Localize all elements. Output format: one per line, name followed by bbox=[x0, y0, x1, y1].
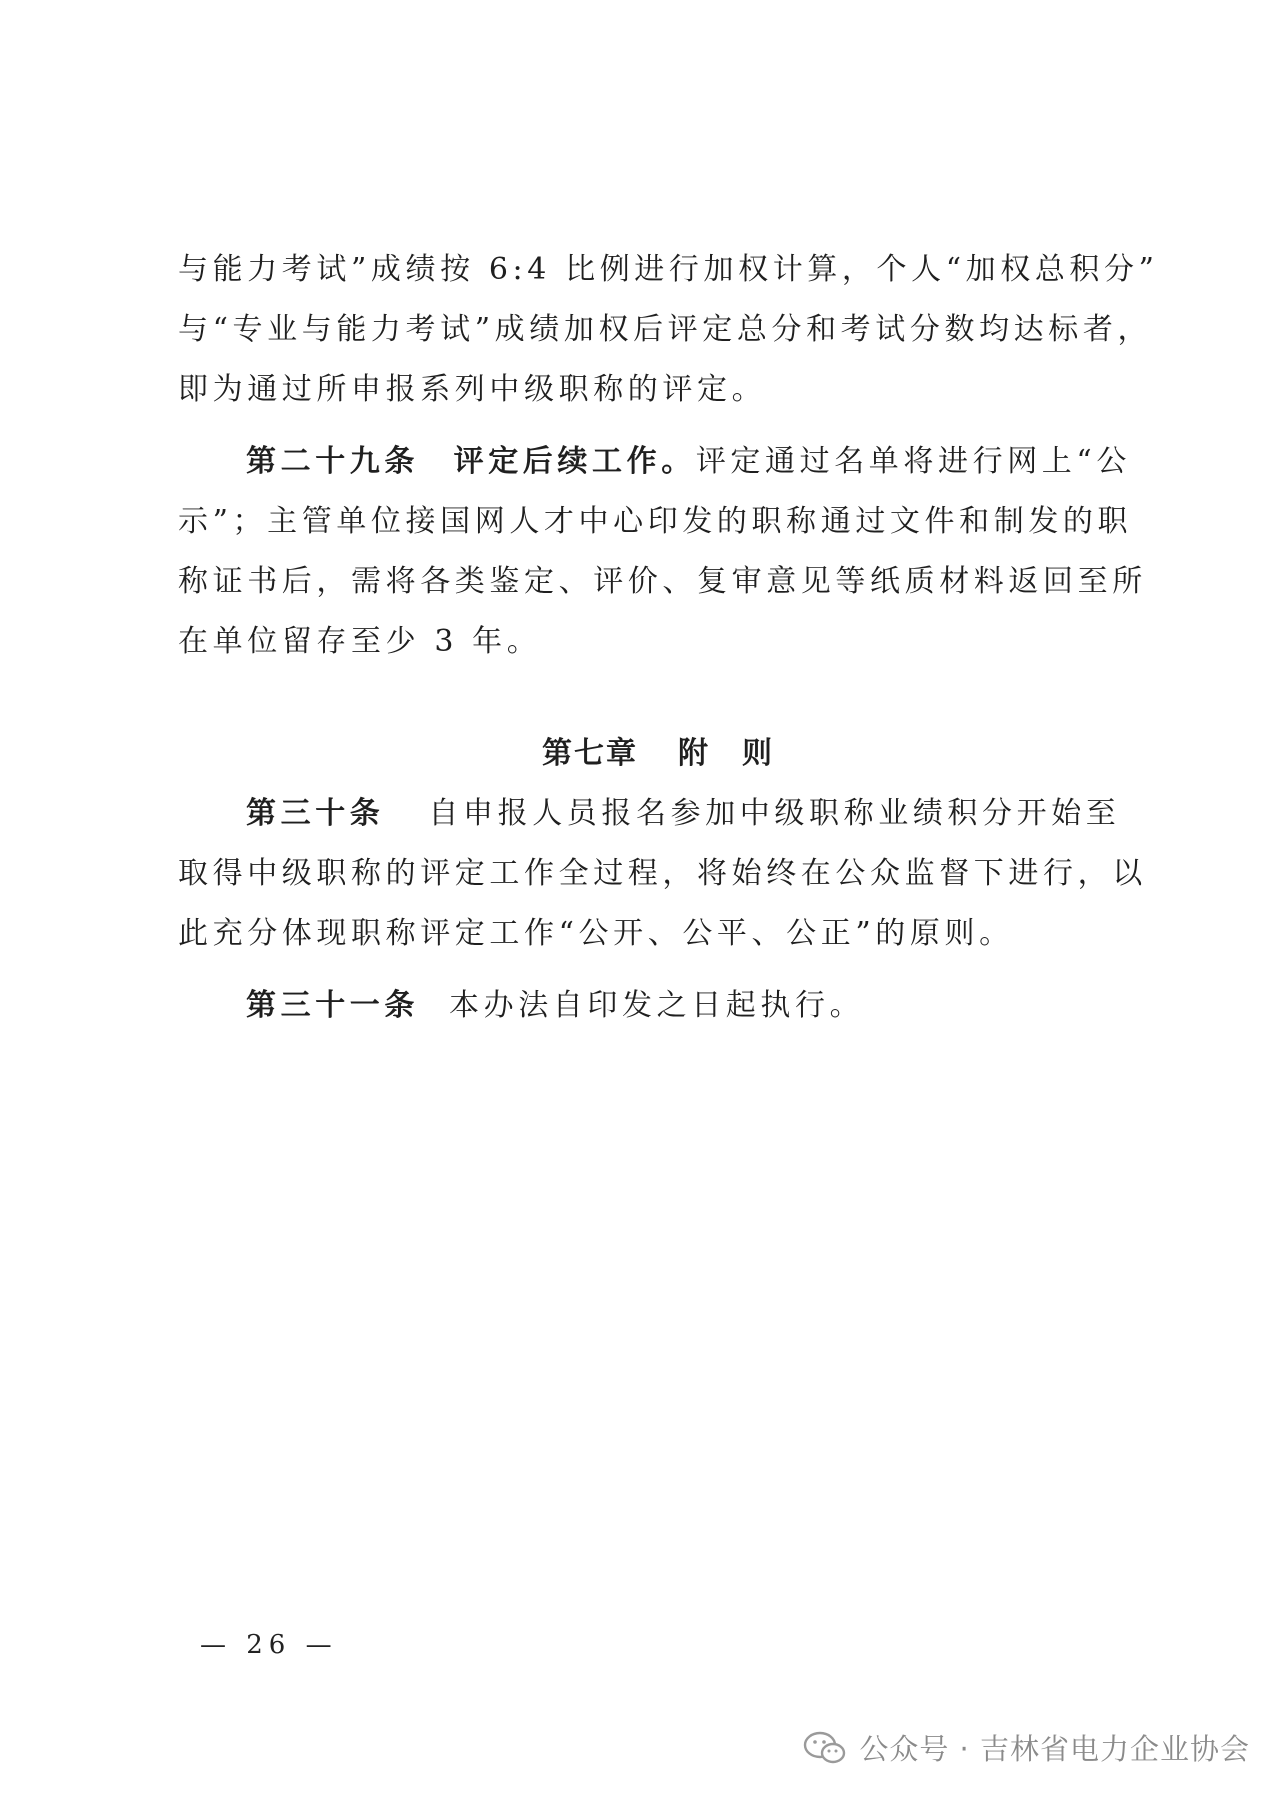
chapter-number: 第七章 bbox=[542, 736, 638, 771]
text-line: 即为通过所申报系列中级职称的评定。 bbox=[178, 372, 767, 407]
text-line: 示”；主管单位接国网人才中心印发的职称通过文件和制发的职 bbox=[178, 504, 1133, 539]
article-text: 本办法自印发之日起执行。 bbox=[449, 988, 865, 1023]
text-line: 在单位留存至少 3 年。 bbox=[178, 624, 542, 659]
article-30 bbox=[178, 784, 1147, 964]
text-line bbox=[178, 432, 1138, 492]
watermark bbox=[803, 1727, 1250, 1768]
text-line: 此充分体现职称评定工作“公开、公平、公正”的原则。 bbox=[178, 916, 1014, 951]
article-text: 评定通过名单将进行网上“公 bbox=[695, 444, 1131, 479]
text-line bbox=[178, 976, 1138, 1036]
document-body bbox=[178, 240, 1159, 1036]
article-heading: 第三十条 bbox=[246, 796, 385, 831]
wechat-icon bbox=[803, 1730, 847, 1766]
watermark-text: 公众号 · 吉林省电力企业协会 bbox=[859, 1732, 1250, 1766]
chapter-heading bbox=[178, 724, 1138, 784]
page-number: — 26 — bbox=[200, 1630, 338, 1660]
text-line: 与“专业与能力考试”成绩加权后评定总分和考试分数均达标者， bbox=[178, 312, 1153, 347]
paragraph-continuation bbox=[178, 240, 1159, 420]
text-line: 称证书后，需将各类鉴定、评价、复审意见等纸质材料返回至所 bbox=[178, 564, 1147, 599]
text-line bbox=[178, 784, 1138, 844]
text-line: 取得中级职称的评定工作全过程，将始终在公众监督下进行，以 bbox=[178, 856, 1147, 891]
article-heading: 第三十一条 bbox=[246, 988, 419, 1023]
chapter-title: 附 则 bbox=[678, 736, 774, 771]
article-31 bbox=[178, 976, 1138, 1036]
article-29 bbox=[178, 432, 1147, 672]
article-heading: 第二十九条 评定后续工作。 bbox=[246, 444, 696, 479]
text-line: 与能力考试”成绩按 6:4 比例进行加权计算，个人“加权总积分” bbox=[178, 252, 1159, 287]
article-text: 自申报人员报名参加中级职称业绩积分开始至 bbox=[428, 796, 1121, 831]
